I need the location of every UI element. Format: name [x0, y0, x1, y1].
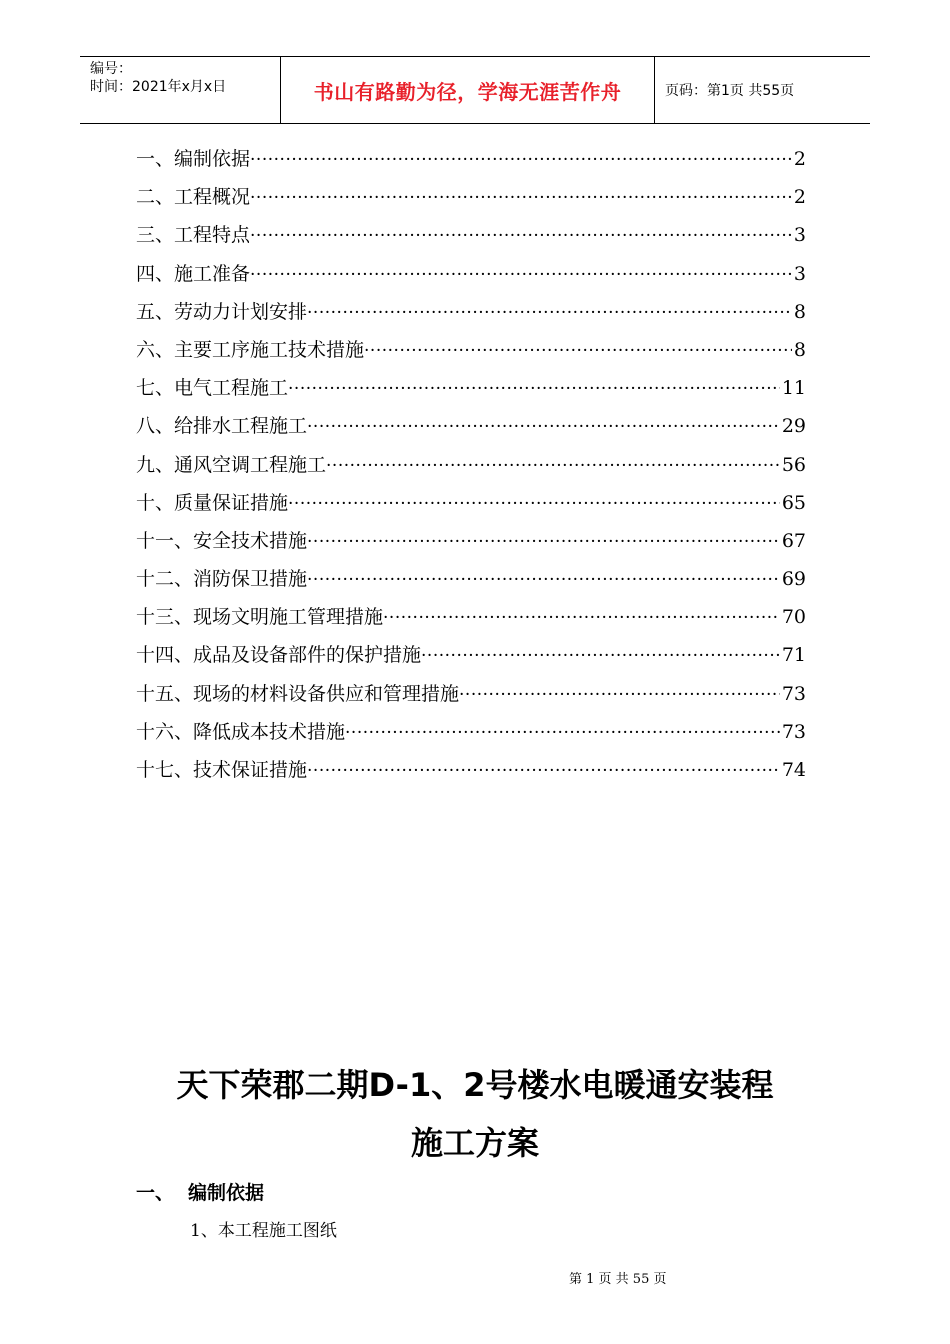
toc-entry[interactable]	[136, 182, 806, 220]
toc-entry-page: 8	[793, 300, 806, 323]
toc-leader-dots	[250, 260, 792, 290]
section-list-item: 1、本工程施工图纸	[190, 1221, 337, 1241]
toc-leader-dots	[307, 565, 780, 595]
toc-leader-dots	[307, 527, 780, 557]
page-header	[80, 56, 870, 124]
toc-entry-page: 74	[781, 759, 806, 781]
toc-entry[interactable]	[136, 259, 806, 297]
header-meta	[80, 57, 281, 123]
toc-entry[interactable]	[136, 640, 806, 678]
toc-entry[interactable]	[136, 564, 806, 602]
toc-leader-dots	[459, 680, 780, 710]
toc-leader-dots	[307, 412, 780, 442]
toc-entry-label: 七、电气工程施工	[136, 377, 289, 400]
toc-entry[interactable]	[136, 488, 806, 526]
toc-entry-page: 73	[781, 682, 806, 705]
toc-entry[interactable]	[136, 220, 806, 258]
section-number: 一、	[136, 1182, 175, 1204]
toc-entry-label: 六、主要工序施工技术措施	[136, 338, 365, 361]
toc-entry-label: 十三、现场文明施工管理措施	[136, 606, 384, 629]
toc-leader-dots	[383, 603, 780, 633]
toc-entry-label: 五、劳动力计划安排	[136, 300, 308, 323]
header-motto: 书山有路勤为径，学海无涯苦作舟	[281, 57, 655, 123]
toc-entry-page: 67	[781, 529, 806, 552]
toc-entry[interactable]	[136, 411, 806, 449]
header-page-info: 页码：第1页 共55页	[665, 83, 795, 99]
toc-entry-label: 八、给排水工程施工	[136, 415, 308, 438]
toc-entry-label: 九、通风空调工程施工	[136, 453, 327, 476]
document-number-label: 编号：	[90, 61, 132, 77]
toc-entry-label: 十、质量保证措施	[136, 491, 289, 514]
toc-entry-label: 十五、现场的材料设备供应和管理措施	[136, 682, 460, 705]
toc-leader-dots	[345, 718, 780, 748]
toc-entry-page: 2	[793, 186, 806, 209]
toc-entry-page: 29	[781, 415, 806, 438]
toc-entry-label: 三、工程特点	[136, 224, 251, 247]
document-time-label: 时间：2021年x月x日	[90, 79, 227, 95]
toc-entry[interactable]	[136, 526, 806, 564]
toc-entry[interactable]	[136, 335, 806, 373]
document-title-line2: 施工方案	[410, 1124, 539, 1162]
section-heading	[136, 1178, 264, 1205]
toc-entry-label: 四、施工准备	[136, 262, 251, 285]
toc-entry-page: 70	[781, 606, 806, 629]
toc-entry-label: 十四、成品及设备部件的保护措施	[136, 644, 422, 667]
toc-entry-label: 十一、安全技术措施	[136, 529, 308, 552]
toc-entry-label: 十二、消防保卫措施	[136, 568, 308, 591]
toc-entry-page: 65	[781, 491, 806, 514]
toc-entry-label: 十七、技术保证措施	[136, 759, 308, 781]
page-footer: 第 1 页 共 55 页	[569, 1272, 667, 1287]
toc-entry-page: 3	[793, 224, 806, 247]
toc-leader-dots	[421, 641, 780, 671]
toc-leader-dots	[326, 451, 780, 481]
toc-leader-dots	[307, 756, 780, 786]
toc-entry-page: 73	[781, 720, 806, 743]
document-title-line1: 天下荣郡二期D-1、2号楼水电暖通安装程	[176, 1066, 774, 1104]
toc-entry[interactable]	[136, 144, 806, 182]
toc-leader-dots	[364, 336, 792, 366]
toc-entry[interactable]	[136, 297, 806, 335]
toc-entry-page: 56	[781, 453, 806, 476]
toc-entry-page: 69	[781, 568, 806, 591]
toc-leader-dots	[307, 298, 792, 328]
toc-entry-page: 8	[793, 338, 806, 361]
toc-entry[interactable]	[136, 450, 806, 488]
toc-leader-dots	[250, 145, 792, 175]
toc-entry-label: 一、编制依据	[136, 148, 251, 170]
toc-leader-dots	[288, 374, 780, 404]
section-title: 编制依据	[188, 1182, 265, 1204]
toc-entry-page: 71	[781, 644, 806, 667]
toc-entry-label: 二、工程概况	[136, 186, 251, 209]
table-of-contents	[136, 144, 806, 793]
toc-leader-dots	[250, 221, 792, 251]
toc-entry-label: 十六、降低成本技术措施	[136, 720, 346, 743]
toc-entry[interactable]	[136, 679, 806, 717]
toc-entry-page: 11	[781, 377, 806, 400]
toc-entry[interactable]	[136, 602, 806, 640]
toc-entry-page: 2	[793, 148, 806, 170]
toc-leader-dots	[288, 489, 780, 519]
toc-leader-dots	[250, 183, 792, 213]
toc-entry[interactable]	[136, 755, 806, 793]
toc-entry[interactable]	[136, 717, 806, 755]
toc-entry[interactable]	[136, 373, 806, 411]
toc-entry-page: 3	[793, 262, 806, 285]
